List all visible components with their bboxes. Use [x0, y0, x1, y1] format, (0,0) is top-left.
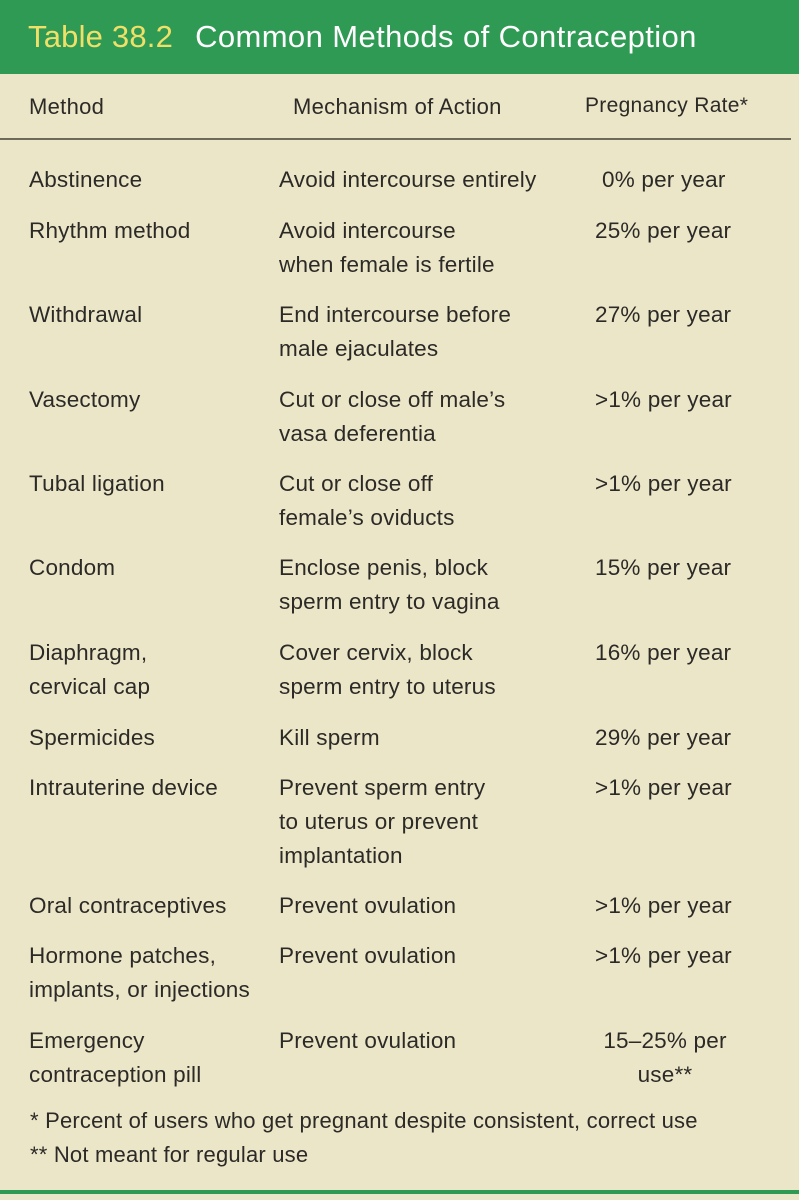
row-mechanism: Prevent ovulation [279, 1028, 457, 1053]
row-rate: >1% per year [595, 893, 732, 918]
footnote-2: ** Not meant for regular use [30, 1142, 309, 1167]
header-pregnancy-rate: Pregnancy Rate* [585, 94, 749, 117]
row-rate: 29% per year [595, 725, 732, 750]
row-rate: >1% per year [595, 471, 732, 496]
row-rate: 25% per year [595, 218, 732, 243]
header-mechanism: Mechanism of Action [293, 94, 502, 119]
footnotes [30, 1104, 698, 1172]
row-mechanism: Avoid intercourse entirely [279, 167, 537, 192]
table-title: Common Methods of Contraception [195, 19, 697, 54]
row-method: Intrauterine device [29, 775, 218, 800]
row-rate: 0% per year [602, 167, 726, 192]
row-method: Abstinence [29, 167, 143, 192]
row-method: Emergency contraception pill [29, 1028, 202, 1087]
row-mechanism: Prevent ovulation [279, 893, 457, 918]
row-mechanism: Prevent ovulation [279, 943, 457, 968]
row-method: Tubal ligation [29, 471, 165, 496]
row-rate: 27% per year [595, 302, 732, 327]
row-method: Rhythm method [29, 218, 191, 243]
row-method: Condom [29, 555, 116, 580]
row-mechanism: Cut or close off male’s vasa deferentia [279, 387, 506, 446]
contraception-table [0, 74, 799, 1087]
row-rate: 15–25% per use** [603, 1028, 727, 1087]
row-method: Diaphragm, cervical cap [29, 640, 151, 699]
table-number: Table 38.2 [28, 19, 174, 54]
row-method: Oral contraceptives [29, 893, 227, 918]
row-rate: >1% per year [595, 943, 732, 968]
row-mechanism: Cover cervix, block sperm entry to uterus [279, 640, 496, 699]
row-rate: 15% per year [595, 555, 732, 580]
row-rate: >1% per year [595, 387, 732, 412]
row-rate: >1% per year [595, 775, 732, 800]
row-mechanism: Avoid intercourse when female is fertile [279, 218, 495, 277]
row-mechanism: Prevent sperm entry to uterus or prevent implantation [279, 775, 486, 868]
footnote-1: * Percent of users who get pregnant despite consistent, correct use [30, 1108, 698, 1133]
row-rate: 16% per year [595, 640, 732, 665]
row-method: Hormone patches, implants, or injections [29, 943, 250, 1002]
row-mechanism: Enclose penis, block sperm entry to vagina [279, 555, 500, 614]
row-mechanism: Cut or close off female’s oviducts [279, 471, 455, 530]
row-method: Withdrawal [29, 302, 143, 327]
row-method: Spermicides [29, 725, 155, 750]
bottom-rule [0, 1190, 799, 1194]
header-method: Method [29, 94, 105, 119]
row-mechanism: End intercourse before male ejaculates [279, 302, 512, 361]
table-header-row [0, 74, 791, 140]
row-method: Vasectomy [29, 387, 141, 412]
table-title-bar [0, 0, 799, 74]
row-mechanism: Kill sperm [279, 725, 380, 750]
